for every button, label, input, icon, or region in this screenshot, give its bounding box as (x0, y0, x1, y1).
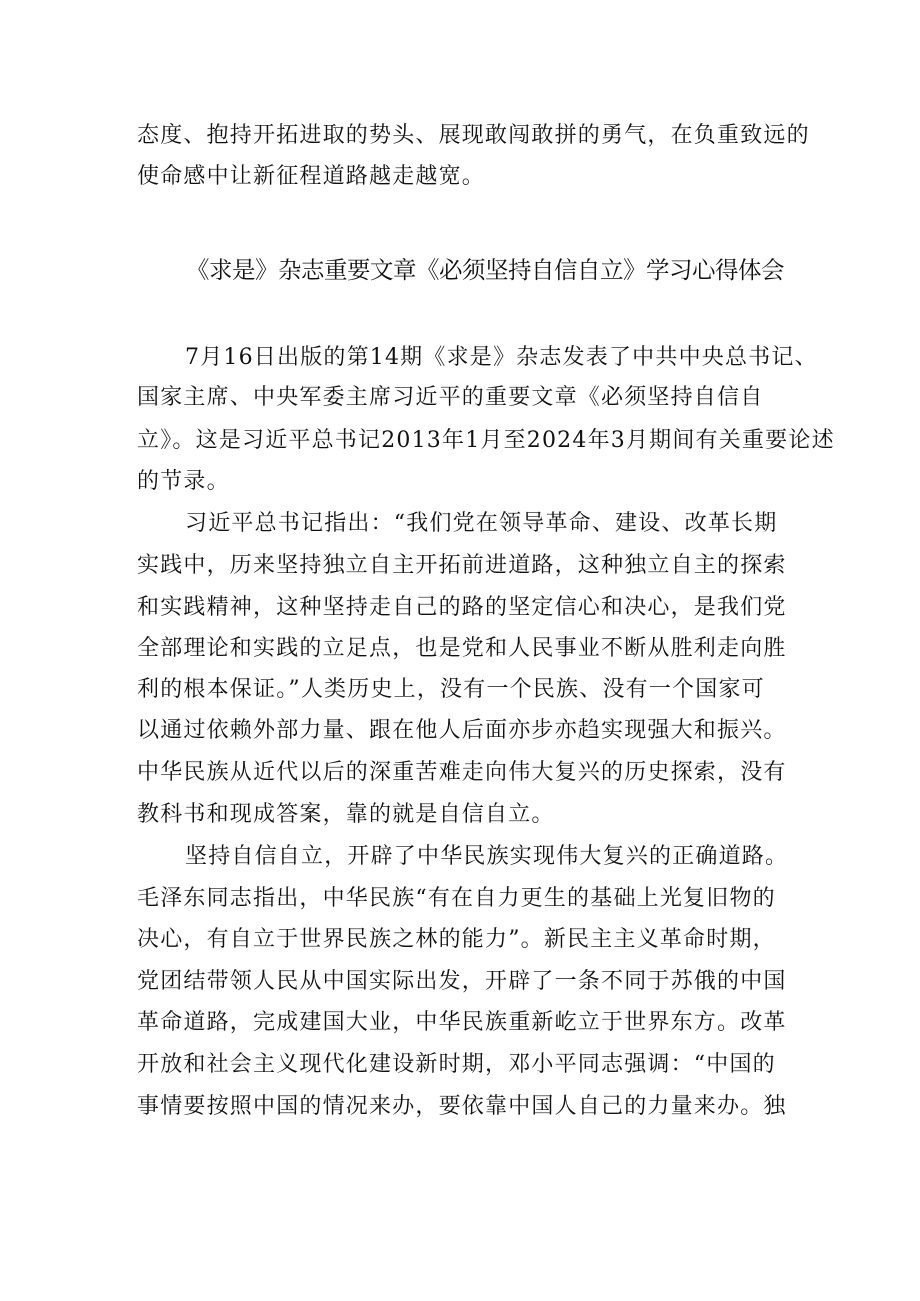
paragraph-3-line-4: 党团结带领人民从中国实际出发，开辟了一条不同于苏俄的中国 (137, 969, 787, 994)
paragraph-2-line-6: 以通过依赖外部力量、跟在他人后面亦步亦趋实现强大和振兴。 (137, 718, 787, 743)
paragraph-3-line-5: 革命道路，完成建国大业，中华民族重新屹立于世界东方。改革 (137, 1010, 787, 1035)
paragraph-2-line-3: 和实践精神，这种坚持走自己的路的坚定信心和决心，是我们党 (137, 595, 787, 620)
paragraph-2-line-5: 利的根本保证。”人类历史上，没有一个民族、没有一个国家可 (137, 677, 765, 702)
paragraph-2-line-4: 全部理论和实践的立足点，也是党和人民事业不断从胜利走向胜 (137, 636, 787, 661)
paragraph-3-line-6: 开放和社会主义现代化建设新时期，邓小平同志强调：“中国的 (137, 1052, 776, 1077)
paragraph-2-line-7: 中华民族从近代以后的深重苦难走向伟大复兴的历史探索，没有 (137, 760, 787, 785)
paragraph-3-line-7: 事情要按照中国的情况来办，要依靠中国人自己的力量来办。独 (137, 1094, 787, 1119)
paragraph-3-line-1: 坚持自信自立，开辟了中华民族实现伟大复兴的正确道路。 (185, 844, 789, 869)
paragraph-2-line-8: 教科书和现成答案，靠的就是自信自立。 (137, 802, 555, 827)
paragraph-1-line-4: 的节录。 (137, 469, 230, 494)
paragraph-2-line-2: 实践中，历来坚持独立自主开拓前进道路，这种独立自主的探索 (137, 553, 787, 578)
intro-line-2: 使命感中让新征程道路越走越宽。 (137, 164, 486, 189)
paragraph-1-line-1: 7月16日出版的第14期《求是》杂志发表了中共中央总书记、 (185, 345, 818, 370)
paragraph-1-line-3: 立》。这是习近平总书记2013年1月至2024年3月期间有关重要论述 (137, 428, 835, 453)
paragraph-2-line-1: 习近平总书记指出：“我们党在领导革命、建设、改革长期 (185, 511, 778, 536)
paragraph-3-line-3: 决心，有自立于世界民族之林的能力”。新民主主义革命时期， (137, 927, 776, 952)
paragraph-1-line-2: 国家主席、中央军委主席习近平的重要文章《必须坚持自信自 (137, 385, 764, 410)
article-title: 《求是》杂志重要文章《必须坚持自信自立》学习心得体会 (186, 256, 784, 284)
paragraph-3-line-2: 毛泽东同志指出，中华民族“有在自力更生的基础上光复旧物的 (137, 886, 776, 911)
intro-line-1: 态度、抱持开拓进取的势头、展现敢闯敢拼的勇气，在负重致远的 (137, 123, 810, 148)
